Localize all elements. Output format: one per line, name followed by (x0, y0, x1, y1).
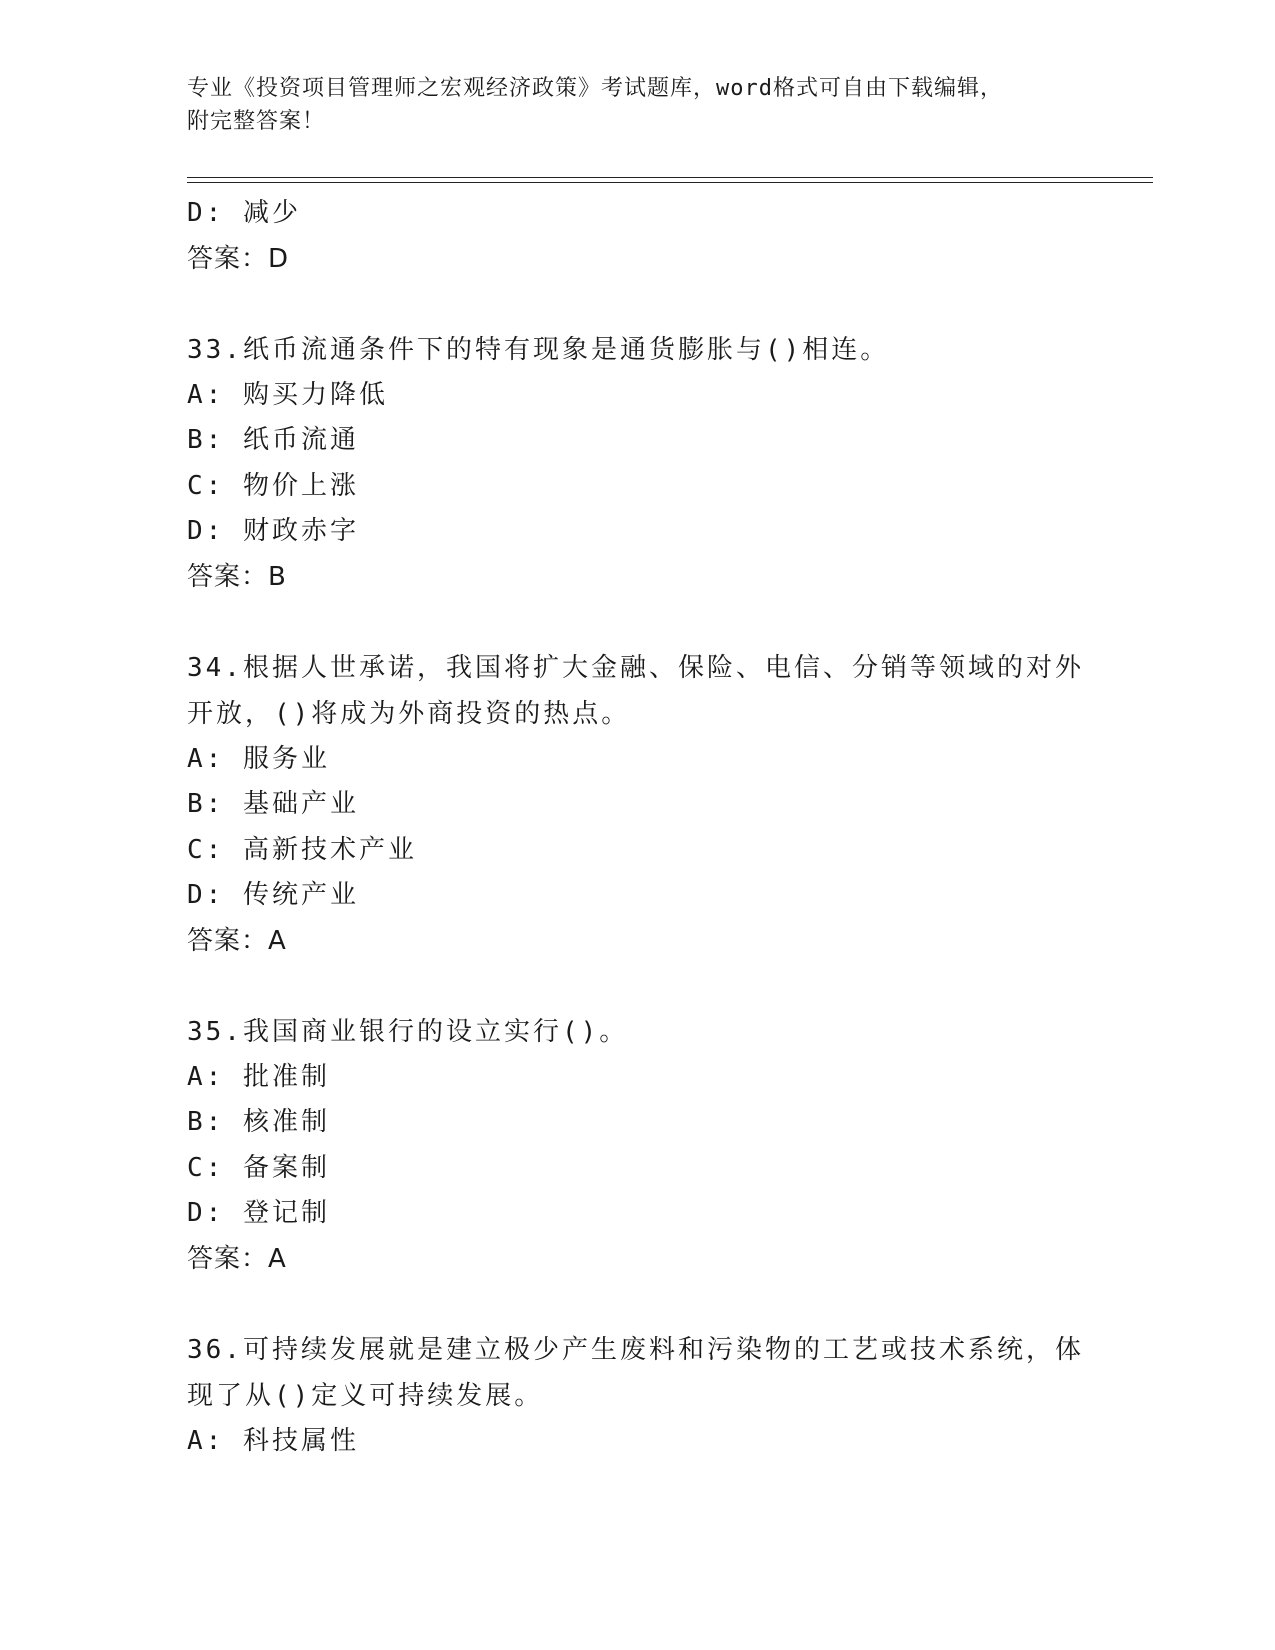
option-b: B: 核准制 (187, 1107, 330, 1137)
header-line-2: 附完整答案！ (187, 109, 326, 134)
question-stem-line-1: 34.根据人世承诺，我国将扩大金融、保险、电信、分销等领域的对外 (187, 652, 1084, 683)
option-c: C: 备案制 (187, 1152, 330, 1183)
option-c: C: 物价上涨 (187, 470, 359, 501)
question-stem: 33.纸币流通条件下的特有现象是通货膨胀与()相连。 (187, 334, 890, 365)
option-b: B: 纸币流通 (187, 425, 359, 455)
answer-line: 答案：A (187, 1243, 287, 1274)
header-divider (187, 177, 1153, 183)
option-d: D: 登记制 (187, 1198, 330, 1228)
option-a: A: 批准制 (187, 1061, 330, 1092)
question-36 (187, 1327, 1087, 1465)
question-33 (187, 327, 1087, 600)
option-a: A: 购买力降低 (187, 379, 388, 410)
question-stem: 35.我国商业银行的设立实行()。 (187, 1016, 629, 1047)
option-a: A: 科技属性 (187, 1425, 359, 1456)
answer-line: 答案：D (187, 243, 290, 274)
header-line-1: 专业《投资项目管理师之宏观经济政策》考试题库，word格式可自由下载编辑， (187, 76, 1003, 101)
option-d: D: 财政赤字 (187, 516, 359, 546)
document-header (187, 72, 1087, 138)
question-stem-line-1: 36.可持续发展就是建立极少产生废料和污染物的工艺或技术系统，体 (187, 1334, 1084, 1365)
option-d: D: 传统产业 (187, 880, 359, 910)
option-c: C: 高新技术产业 (187, 834, 417, 865)
option-b: B: 基础产业 (187, 789, 359, 819)
option-a: A: 服务业 (187, 743, 330, 774)
option-d: D: 减少 (187, 198, 301, 228)
answer-line: 答案：A (187, 925, 287, 956)
question-35 (187, 1009, 1087, 1282)
question-list (187, 191, 1087, 1464)
question-stem-line-2: 现了从()定义可持续发展。 (187, 1380, 544, 1411)
answer-line: 答案：B (187, 561, 287, 592)
question-34 (187, 645, 1087, 964)
question-stem-line-2: 开放，()将成为外商投资的热点。 (187, 698, 631, 729)
